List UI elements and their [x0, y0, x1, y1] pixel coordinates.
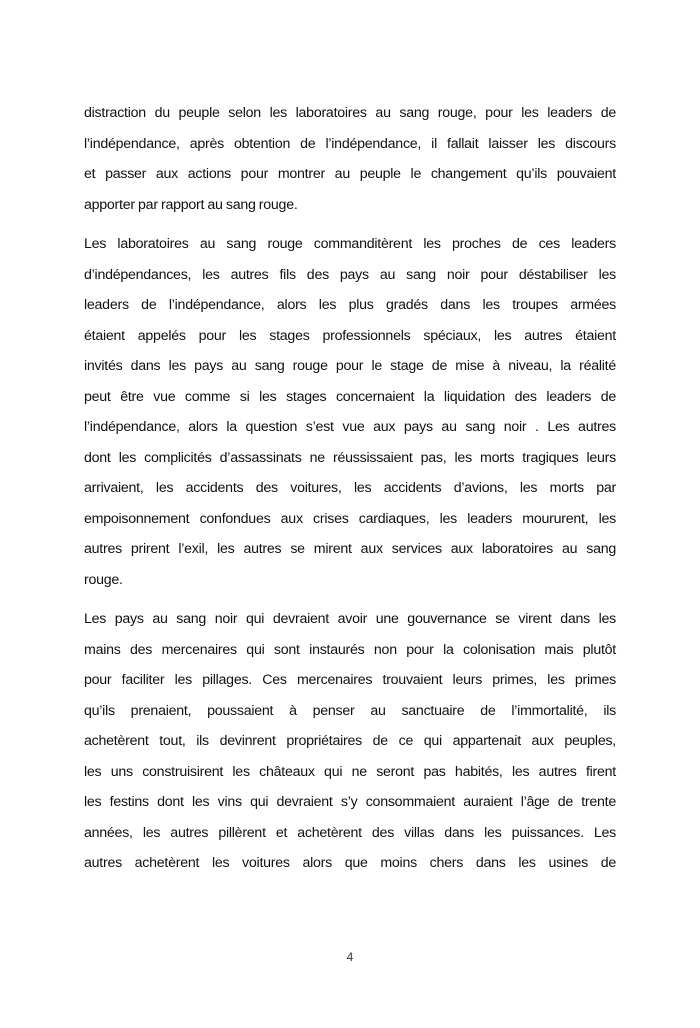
- text-line: pour faciliter les pillages. Ces mercenaires trouvaient leurs primes, les primes: [84, 672, 616, 688]
- text-line: peut être vue comme si les stages concernaient la liquidation des leaders de: [84, 388, 616, 405]
- text-line: mains des mercenaires qui sont instaurés non pour la colonisation mais plutôt: [84, 641, 616, 658]
- paragraph-2: [84, 233, 616, 599]
- text-line: achetèrent tout, ils devinrent propriétaires de ce qui appartenait aux peuples,: [84, 733, 616, 749]
- text-line: empoisonnement confondues aux crises cardiaques, les leaders moururent, les: [84, 510, 616, 527]
- text-line: l’indépendance, après obtention de l’indépendance, il fallait laisser les discours: [84, 135, 616, 152]
- paragraph-1: [84, 102, 616, 224]
- text-line: invités dans les pays au sang rouge pour le stage de mise à niveau, la réalité: [84, 358, 616, 374]
- text-line: étaient appelés pour les stages professionnels spéciaux, les autres étaient: [84, 327, 616, 344]
- text-line: l’indépendance, alors la question s’est vue aux pays au sang noir . Les autres: [84, 419, 616, 435]
- text-line: les uns construisirent les châteaux qui ne seront pas habités, les autres firent: [84, 763, 616, 780]
- paragraph-3: [84, 608, 616, 883]
- text-line: leaders de l’indépendance, alors les plus gradés dans les troupes armées: [84, 297, 616, 313]
- text-line: apporter par rapport au sang rouge.: [84, 196, 298, 213]
- text-line: d’indépendances, les autres fils des pays au sang noir pour déstabiliser les: [84, 266, 616, 283]
- text-line: qu’ils prenaient, poussaient à penser au sanctuaire de l’immortalité, ils: [84, 702, 616, 719]
- text-line: dont les complicités d’assassinats ne réussissaient pas, les morts tragiques leurs: [84, 449, 616, 466]
- text-line: arrivaient, les accidents des voitures, les accidents d’avions, les morts par: [84, 480, 616, 496]
- text-line: distraction du peuple selon les laboratoires au sang rouge, pour les leaders de: [84, 105, 616, 121]
- text-line: années, les autres pillèrent et achetèrent des villas dans les puissances. Les: [84, 824, 616, 841]
- text-line: autres prirent l’exil, les autres se mirent aux services aux laboratoires au sang: [84, 541, 616, 557]
- text-line: rouge.: [84, 571, 123, 588]
- text-line: les festins dont les vins qui devraient s’y consommaient auraient l’âge de trente: [84, 794, 616, 810]
- text-line: Les pays au sang noir qui devraient avoir une gouvernance se virent dans les: [84, 611, 616, 627]
- text-line: Les laboratoires au sang rouge commanditèrent les proches de ces leaders: [84, 236, 616, 252]
- page-number: 4: [346, 950, 354, 964]
- text-line: autres achetèrent les voitures alors que moins chers dans les usines de: [84, 855, 616, 871]
- text-line: et passer aux actions pour montrer au peuple le changement qu’ils pouvaient: [84, 166, 616, 182]
- body-text: [84, 102, 616, 892]
